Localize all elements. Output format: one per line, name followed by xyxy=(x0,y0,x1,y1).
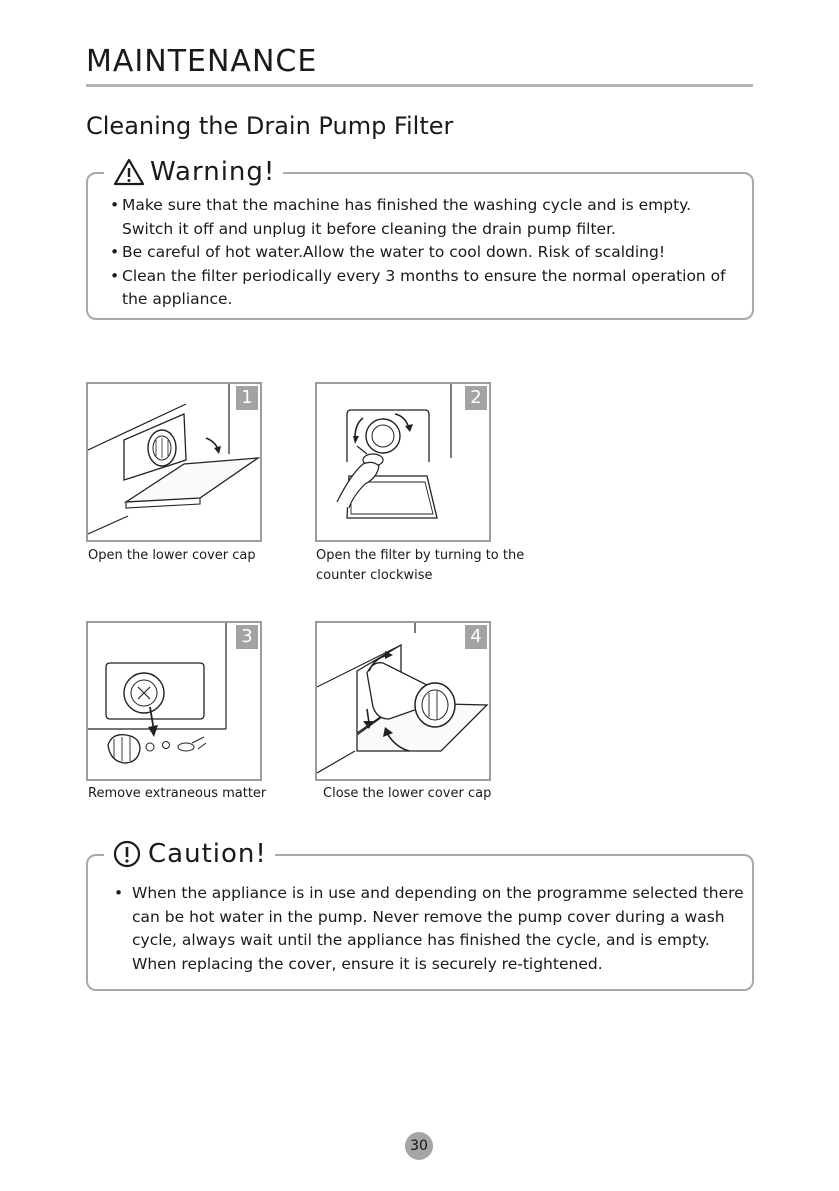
step-1-caption: Open the lower cover cap xyxy=(88,548,256,563)
step-number-badge: 4 xyxy=(465,625,487,649)
figure-step-4 xyxy=(315,621,491,781)
warning-heading xyxy=(104,152,283,192)
page-number: 30 xyxy=(405,1132,433,1160)
exclamation-circle-icon xyxy=(112,839,142,869)
turn-filter-illustration xyxy=(317,384,489,540)
caution-title: Caution! xyxy=(148,839,267,869)
warning-title: Warning! xyxy=(150,157,276,187)
warning-item-3: • Clean the filter periodically every 3 months to ensure the normal operation of the appliance. xyxy=(110,265,740,312)
step-2-caption: Open the filter by turning to the counter clockwise xyxy=(316,548,525,583)
warning-item-1: • Make sure that the machine has finished the washing cycle and is empty. Switch it off and unplug it before cleaning the drain pump filter. xyxy=(110,194,740,241)
section-title: MAINTENANCE xyxy=(86,44,318,79)
open-cover-illustration xyxy=(88,384,260,540)
close-cover-illustration xyxy=(317,623,489,779)
title-divider xyxy=(86,84,753,87)
figure-step-3 xyxy=(86,621,262,781)
remove-matter-illustration xyxy=(88,623,260,779)
step-number-badge: 1 xyxy=(236,386,258,410)
step-number-badge: 3 xyxy=(236,625,258,649)
page-subtitle: Cleaning the Drain Pump Filter xyxy=(86,112,454,140)
caution-item-1: • When the appliance is in use and depending on the programme selected there can be hot water in the pump. Never remove the pump cover during a wash cycle, always wait until the appliance has finished the cycle, and is empty. When replacing the cover, ensure it is securely re-tightened. xyxy=(114,882,746,976)
figure-step-1 xyxy=(86,382,262,542)
warning-list xyxy=(110,194,740,312)
step-3-caption: Remove extraneous matter xyxy=(88,786,267,801)
caution-heading xyxy=(104,834,275,874)
warning-triangle-icon xyxy=(112,157,146,187)
warning-item-2: • Be careful of hot water.Allow the water to cool down. Risk of scalding! xyxy=(110,241,740,265)
caution-box xyxy=(86,854,754,991)
step-4-caption: Close the lower cover cap xyxy=(323,786,492,801)
step-number-badge: 2 xyxy=(465,386,487,410)
figure-step-2 xyxy=(315,382,491,542)
warning-box xyxy=(86,172,754,320)
caution-list xyxy=(114,882,746,976)
